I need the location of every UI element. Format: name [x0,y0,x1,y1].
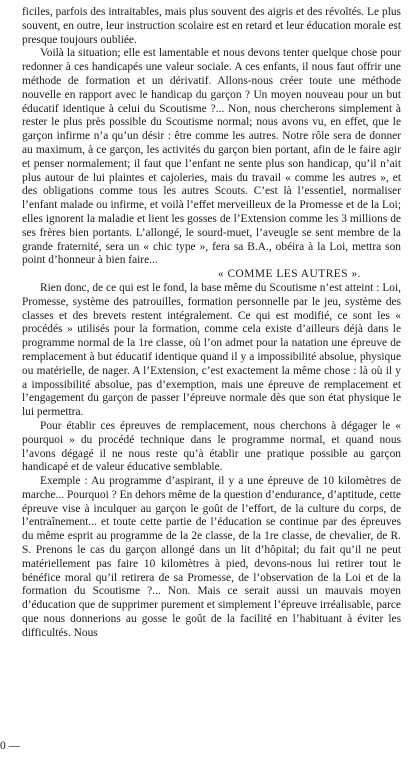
paragraph-2: Voilà la situation; elle est lamentable et nous devons tenter quelque chose pour redonner à ces handicapés une valeur sociale. A ces enfants, il nous faut offrir une méthode de formation et un dérivatif. Allons-nous créer toute une méthode nouvelle en rapport avec le handicap du garçon ? Un moyen nouveau pour un but éducatif identique à celui du Scoutisme ?... Non, nous chercherons simplement à rester le plus près possible du Scoutisme normal; nous avons vu, en effet, que le garçon infirme n’a qu’un désir : être comme les autres. Notre rôle sera de donner au maximum, à ce garçon, les activités du garçon bien portant, afin de le faire agir et penser normalement; il faut que l’enfant ne sente plus son handicap, qu’il n’ait plus autour de lui plaintes et cajoleries, mais du travail « comme les autres », et des obligations comme tous les autres Scouts. C’est là l’essentiel, normaliser l’enfant malade ou infirme, et voilà l’effet merveilleux de la Promesse et de la Loi; elles ignorent la maladie et lient les gosses de l’Extension comme les 3 millions de ses frères bien portants. L’allongé, le sourd-muet, l’aveugle se sent membre de la grande fraternité, sera un « chic type », fera sa B.A., obéira à la Loi, mettra son point d’honneur à bien faire... [22,47,401,267]
page-number: 0 — [0,740,20,752]
paragraph-3-heading [22,268,401,282]
comme-les-autres-caption: « COMME LES AUTRES ». [217,268,361,281]
paragraph-5: Pour établir ces épreuves de remplacement, nous cherchons à dégager le « pourquoi » du procédé technique dans le programme normal, et quand nous l’avons dégagé il ne nous reste qu’à établir une pratique possible au garçon handicapé et de valeur éducative semblable. [22,419,401,474]
paragraph-6: Exemple : Au programme d’aspirant, il y a une épreuve de 10 kilomètres de marche... Pourquoi ? En dehors même de la question d’endurance, d’aptitude, cette épreuve vise à inculquer au garçon le goût de l’effort, de la culture du corps, de l’entraînement... et toute cette partie de l’éducation se continue par des épreuves du même esprit au programme de la 2e classe, de la 1re classe, de chevalier, de R. S. Prenons le cas du garçon allongé dans un lit d’hôpital; du fait qu’il ne peut matériellement pas faire 10 kilomètres à pied, devons-nous lui retirer tout le bénéfice moral qu’il retirera de sa Promesse, de l’observation de la Loi et de la formation du Scoutisme ?... Non. Mais ce serait aussi un mauvais moyen d’éducation que de supprimer purement et simplement l’épreuve irréalisable, parce que nous donnerions au gosse le goût de la facilité en l’habituant à éviter les difficultés. Nous [22,475,401,639]
paragraph-1: ficiles, parfois des intraitables, mais plus souvent des aigris et des révoltés. Le plus souvent, en outre, leur instruction scolaire est en retard et leur éducation morale est presque toujours oubliée. [22,6,401,46]
paragraph-4: Rien donc, de ce qui est le fond, la base même du Scoutisme n’est atteint : Loi, Promesse, système des patrouilles, formation personnelle par le jeu, système des classes et des brevets restent intégralement. Ce qui est modifié, ce sont les « procédés » utilisés pour la formation, comme cela existe d’ailleurs déjà dans le programme normal de la 1re classe, où l’on admet pour la natation une épreuve de remplacement à but éducatif identique quand il y a impossibilité absolue, physique ou matérielle, de nager. A l’Extension, c’est exactement la même chose : là où il y a impossibilité absolue, pas d’exemption, mais une épreuve de remplacement et l’engagement du garçon de passer l’épreuve normale dès que son état physique le lui permettra. [22,281,401,419]
